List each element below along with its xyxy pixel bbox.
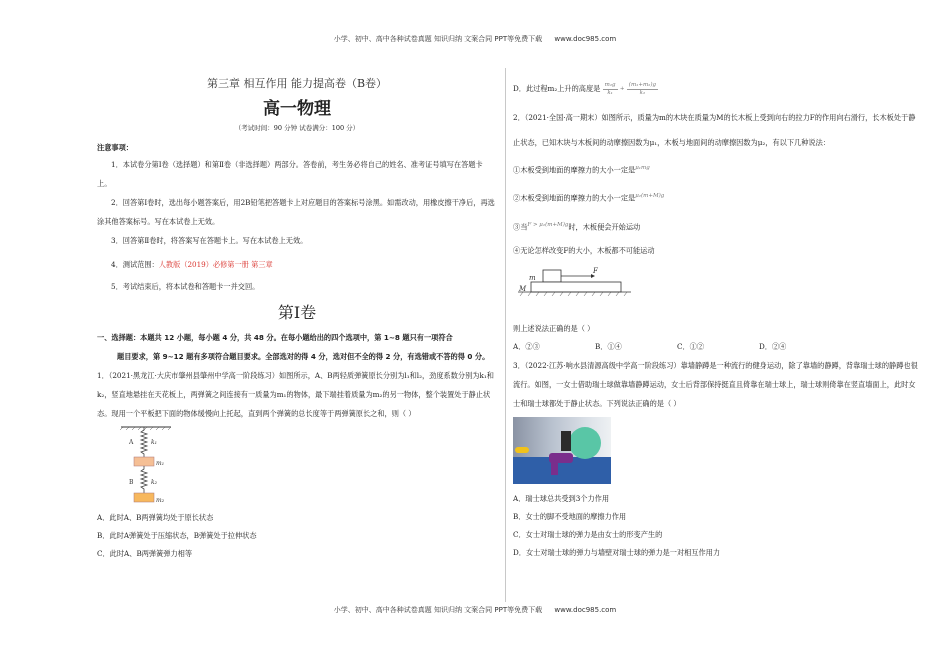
q1-option-b[interactable]: B．此时A弹簧处于压缩状态，B弹簧处于拉伸状态 <box>97 530 257 540</box>
swiss-ball <box>569 427 601 459</box>
q2-statement-3: ③当$^{F > \mu_2(m+M)g}$时，木板便会开始运动 <box>513 221 641 232</box>
q2-options <box>513 338 918 356</box>
q1-option-d-text: D．此过程m₂上升的高度是 <box>513 84 601 93</box>
svg-text:F: F <box>593 267 598 276</box>
part-one-title: 第Ⅰ卷 <box>277 302 317 322</box>
svg-text:M: M <box>519 285 527 294</box>
q2-statement-4: ④无论怎样改变F的大小，木板都不可能运动 <box>513 246 655 256</box>
q2-option-c[interactable]: C．①② <box>677 342 705 352</box>
formula-2: μ₂(m+M)g <box>635 193 665 200</box>
q2-statement-1: ①木板受到地面的摩擦力的大小一定是$^{\mu_1mg}$ <box>513 165 650 175</box>
exam-info: （考试时间：90 分钟 试卷满分：100 分） <box>234 124 360 132</box>
svg-text:k₂: k₂ <box>151 478 158 486</box>
fraction-2: $\frac{\text{(m₁+m₂)g}}{\text{k₂}}$ <box>628 81 657 96</box>
question-1-stem: 1．（2021·黑龙江·大庆市肇州县肇州中学高一阶段练习）如图所示，A、B两轻质弹簧原长分别为l₁和l₂，劲度系数分别为k₁和k₂，竖直地悬挂在天花板上，两弹簧之间连接有一质量为m₁的物体，最下端挂着质量为m₂的另一物体，整个装置处于静止状态。现用一个平板把下面的物体缓慢向上托起，直到两个弹簧的总长度等于两弹簧原长之和，则（ ） <box>97 370 494 418</box>
notice-item-4 <box>97 257 497 272</box>
notice-item-2: 2．回答第Ⅰ卷时，选出每小题答案后，用2B铅笔把答题卡上对应题目的答案标号涂黑。如需改动，用橡皮擦干净后，再选涂其他答案标号。写在本试卷上无效。 <box>97 198 495 226</box>
top-banner <box>0 34 950 44</box>
q3-option-a[interactable]: A．瑞士球总共受到3个力作用 <box>513 494 610 504</box>
notice-item-4-label: 4．测试范围： <box>111 260 159 270</box>
q1-option-d[interactable]: D．此过程m₂上升的高度是 $\frac{\text{m₂g}}{\text{k₁}}$ + $\frac{\text{(m₁+m₂)g}}{\text{k₂}}$ <box>513 81 657 96</box>
q3-option-d[interactable]: D．女士对瑞士球的弹力与墙壁对瑞士球的弹力是一对相互作用力 <box>513 548 721 558</box>
q2-option-b[interactable]: B．①④ <box>595 342 622 352</box>
block-board-figure <box>513 266 633 302</box>
banner-url[interactable]: www.doc985.com <box>554 35 617 43</box>
block-on-board-diagram-icon <box>513 266 633 302</box>
subject-title: 高一物理 <box>263 99 331 119</box>
question-3-stem: 3．（2022·江苏·响水县清源高级中学高一阶段练习）靠墙静蹲是一种流行的健身运动，除了靠墙的静蹲，背靠瑞士球的静蹲也很流行。如图，一女士借助瑞士球做靠墙静蹲运动，女士后背部保持挺直且倚靠在瑞士球上，瑞士球则倚靠在竖直墙面上，此时女士和瑞士球都处于静止状态。下列说法正确的是（ ） <box>513 361 918 409</box>
svg-text:m: m <box>529 274 536 283</box>
q2-statement-2: ②木板受到地面的摩擦力的大小一定是$^{\mu_2(m+M)g}$ <box>513 193 665 203</box>
section-one-cont: 题目要求，第 9~12 题有多项符合题目要求。全部选对的得 4 分，选对但不全的得 2 分，有选错或不答的得 0 分。 <box>117 351 490 361</box>
q2-option-a[interactable]: A．②③ <box>513 342 540 352</box>
q3-option-b[interactable]: B．女士的脚不受地面的摩擦力作用 <box>513 512 627 522</box>
fraction-1: $\frac{\text{m₂g}}{\text{k₁}}$ <box>604 81 616 96</box>
svg-text:k₁: k₁ <box>151 438 158 446</box>
section-one-head: 一、选择题：本题共 12 小题，每小题 4 分，共 48 分。在每小题给出的四个选项中，第 1~8 题只有一项符合 <box>97 332 453 342</box>
chapter-title: 第三章 相互作用 能力提高卷（B卷） <box>206 77 388 90</box>
wall-squat-photo <box>513 417 611 484</box>
q3-option-c[interactable]: C．女士对瑞士球的弹力是由女士的形变产生的 <box>513 530 663 540</box>
q1-option-a[interactable]: A．此时A、B两弹簧均处于原长状态 <box>97 512 214 522</box>
q2-option-d[interactable]: D．②④ <box>759 342 787 352</box>
notice-item-5: 5．考试结束后，将本试卷和答题卡一并交回。 <box>111 282 260 292</box>
svg-text:m₁: m₁ <box>156 459 165 467</box>
svg-text:A: A <box>129 438 134 446</box>
right-column <box>513 76 918 562</box>
banner-text-bottom: 小学、初中、高中各种试卷真题 知识归纳 文案合同 PPT等免费下载 <box>333 606 543 614</box>
formula-1: μ₁mg <box>635 165 650 171</box>
q1-option-c[interactable]: C．此时A、B两弹簧弹力相等 <box>97 548 193 558</box>
test-scope: 人教版（2019）必修第一册 第三章 <box>158 260 273 270</box>
q2-prompt: 则上述说法正确的是（ ） <box>513 324 595 334</box>
section-one-instructions <box>97 328 497 366</box>
banner-url-bottom[interactable]: www.doc985.com <box>554 606 617 614</box>
spring-figure <box>111 425 231 507</box>
notice-item-1: 1．本试卷分第Ⅰ卷（选择题）和第Ⅱ卷（非选择题）两部分。答卷前，考生务必将自己的姓名、准考证号填写在答题卡上。 <box>97 160 483 188</box>
svg-text:B: B <box>129 478 134 486</box>
bottom-banner <box>0 605 950 615</box>
banner-text: 小学、初中、高中各种试卷真题 知识归纳 文案合同 PPT等免费下载 <box>333 35 543 43</box>
left-column <box>97 72 497 563</box>
svg-text:m₂: m₂ <box>156 496 165 504</box>
spring-diagram-icon <box>111 425 231 507</box>
notice-heading: 注意事项： <box>97 143 133 152</box>
column-divider <box>505 68 506 602</box>
question-2-stem: 2．（2021·全国·高一期末）如图所示，质量为m的木块在质量为M的长木板上受到向右的拉力F的作用向右滑行，长木板处于静止状态，已知木块与木板间的动摩擦因数为μ₁，木板与地面间的动摩擦因数为μ₂，有以下几种说法： <box>513 113 916 147</box>
formula-3: F > μ₂(m+M)g <box>527 221 569 228</box>
notice-item-3: 3．回答第Ⅱ卷时，将答案写在答题卡上。写在本试卷上无效。 <box>111 236 308 245</box>
